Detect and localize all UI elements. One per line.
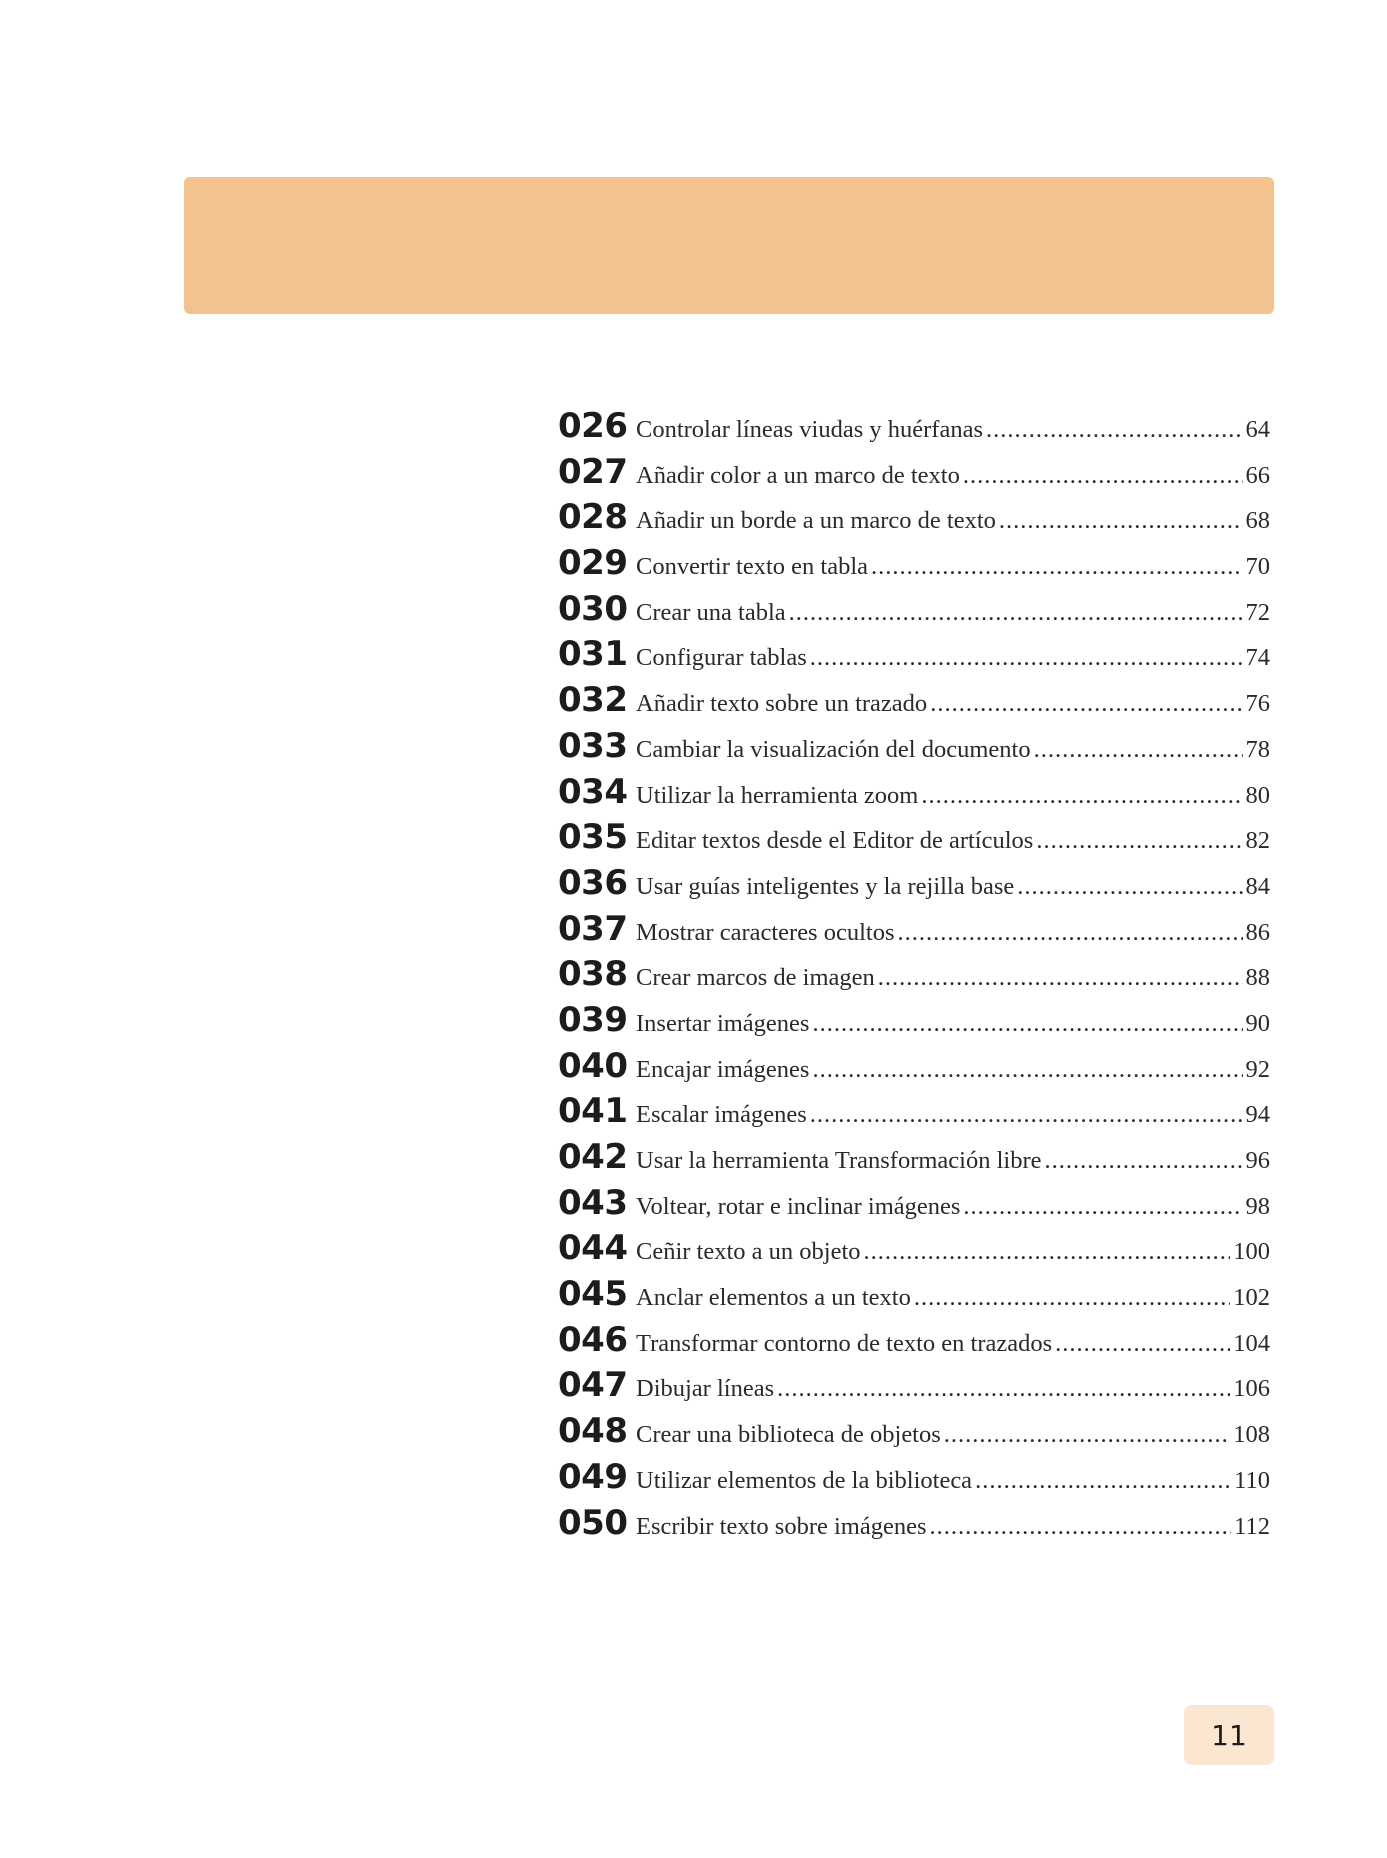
toc-entry-number: 030 xyxy=(558,588,628,629)
toc-dot-leader xyxy=(1044,1147,1242,1175)
toc-dot-leader xyxy=(944,1421,1230,1449)
page-number: 11 xyxy=(1211,1718,1247,1752)
toc-entry-page: 96 xyxy=(1245,1147,1270,1174)
toc-entry-number: 036 xyxy=(558,862,628,903)
toc-entry xyxy=(558,1137,1270,1183)
toc-entry-number: 026 xyxy=(558,406,628,446)
toc-dot-leader xyxy=(878,964,1243,992)
toc-entry-title: Añadir texto sobre un trazado xyxy=(636,690,928,718)
toc-entry-title: Crear una biblioteca de objetos xyxy=(636,1421,941,1449)
toc-entry xyxy=(558,452,1270,498)
page-number-box xyxy=(1184,1705,1274,1765)
toc-entry-number: 027 xyxy=(558,451,628,492)
toc-entry xyxy=(558,680,1270,726)
toc-entry-page: 74 xyxy=(1245,644,1270,672)
toc-entry-number: 033 xyxy=(558,725,628,766)
toc-entry xyxy=(558,909,1270,955)
toc-entry-page: 82 xyxy=(1245,827,1270,855)
toc-entry-number: 032 xyxy=(558,680,628,721)
toc-entry xyxy=(558,1000,1270,1046)
toc-dot-leader xyxy=(963,1193,1242,1221)
toc-entry-title: Escribir texto sobre imágenes xyxy=(636,1512,927,1540)
toc-entry xyxy=(558,1503,1270,1549)
toc-dot-leader xyxy=(812,1010,1242,1038)
toc-dot-leader xyxy=(810,644,1243,672)
toc-dot-leader xyxy=(975,1467,1231,1495)
toc-dot-leader xyxy=(921,782,1242,810)
toc-entry-number: 040 xyxy=(558,1045,628,1086)
toc-entry xyxy=(558,817,1270,863)
toc-entry-title: Voltear, rotar e inclinar imágenes xyxy=(636,1192,961,1220)
toc-entry-number: 028 xyxy=(558,497,628,538)
toc-entry xyxy=(558,1274,1270,1320)
toc-dot-leader xyxy=(789,599,1243,627)
toc-entry-page: 108 xyxy=(1233,1421,1270,1449)
toc-entry-page: 80 xyxy=(1245,781,1270,809)
toc-entry xyxy=(558,634,1270,680)
toc-entry-number: 031 xyxy=(558,634,628,675)
toc-entry-number: 039 xyxy=(558,999,628,1040)
toc-entry-number: 034 xyxy=(558,771,628,812)
toc-entry-title: Convertir texto en tabla xyxy=(636,553,868,581)
header-band xyxy=(184,177,1274,314)
toc-entry xyxy=(558,863,1270,909)
toc-dot-leader xyxy=(898,919,1243,947)
toc-dot-leader xyxy=(812,1056,1242,1084)
toc-entry xyxy=(558,1091,1270,1137)
toc-entry-number: 044 xyxy=(558,1228,628,1269)
toc-entry xyxy=(558,1411,1270,1457)
toc-entry-title: Utilizar la herramienta zoom xyxy=(636,781,919,809)
toc-dot-leader xyxy=(810,1101,1243,1129)
toc-entry-title: Añadir un borde a un marco de texto xyxy=(636,507,996,535)
toc-entry-page: 112 xyxy=(1234,1512,1270,1540)
toc-dot-leader xyxy=(999,507,1243,535)
toc-entry-number: 029 xyxy=(558,543,628,584)
toc-dot-leader xyxy=(1034,736,1243,764)
toc-dot-leader xyxy=(1017,873,1242,901)
toc-entry-title: Configurar tablas xyxy=(636,644,807,672)
toc-entry-page: 102 xyxy=(1233,1284,1270,1312)
toc-dot-leader xyxy=(1055,1330,1230,1358)
toc-entry xyxy=(558,406,1270,452)
toc-entry-number: 035 xyxy=(558,817,628,858)
toc-entry-page: 72 xyxy=(1245,598,1270,626)
toc-entry-page: 88 xyxy=(1245,964,1270,992)
toc-entry-title: Usar la herramienta Transformación libre xyxy=(636,1147,1042,1174)
toc-entry-title: Usar guías inteligentes y la rejilla base xyxy=(636,872,1015,900)
toc-entry-page: 78 xyxy=(1245,735,1270,763)
toc-entry-page: 90 xyxy=(1245,1009,1270,1037)
toc-dot-leader xyxy=(930,690,1242,718)
toc-entry-number: 038 xyxy=(558,954,628,995)
toc-dot-leader xyxy=(777,1375,1230,1403)
toc-entry-number: 045 xyxy=(558,1274,628,1315)
toc-entry-title: Escalar imágenes xyxy=(636,1101,807,1129)
toc-entry-page: 100 xyxy=(1233,1238,1270,1266)
toc-entry-title: Encajar imágenes xyxy=(636,1055,810,1083)
toc-dot-leader xyxy=(986,416,1243,444)
toc-entry-title: Insertar imágenes xyxy=(636,1009,810,1037)
toc-entry-page: 64 xyxy=(1245,416,1270,443)
toc-entry-number: 037 xyxy=(558,908,628,949)
toc-entry-title: Ceñir texto a un objeto xyxy=(636,1238,861,1266)
toc-entry-number: 046 xyxy=(558,1319,628,1360)
toc-dot-leader xyxy=(930,1513,1232,1541)
toc-entry-page: 98 xyxy=(1245,1192,1270,1220)
toc-entry-title: Mostrar caracteres ocultos xyxy=(636,918,895,946)
toc-entry xyxy=(558,497,1270,543)
table-of-contents xyxy=(558,406,1270,1548)
toc-entry-page: 70 xyxy=(1245,553,1270,581)
toc-entry-number: 041 xyxy=(558,1091,628,1132)
toc-entry-number: 050 xyxy=(558,1502,628,1543)
toc-dot-leader xyxy=(1036,827,1242,855)
toc-entry-page: 86 xyxy=(1245,918,1270,946)
toc-entry-number: 047 xyxy=(558,1365,628,1406)
toc-entry xyxy=(558,1046,1270,1092)
toc-entry-number: 049 xyxy=(558,1456,628,1497)
toc-entry-page: 104 xyxy=(1233,1329,1270,1357)
toc-entry xyxy=(558,726,1270,772)
toc-entry-title: Añadir color a un marco de texto xyxy=(636,461,960,489)
toc-entry-title: Crear marcos de imagen xyxy=(636,964,875,992)
toc-entry xyxy=(558,1183,1270,1229)
toc-entry-title: Anclar elementos a un texto xyxy=(636,1284,911,1312)
toc-entry-page: 68 xyxy=(1245,507,1270,535)
toc-entry xyxy=(558,589,1270,635)
toc-entry-title: Cambiar la visualización del documento xyxy=(636,735,1031,763)
toc-dot-leader xyxy=(963,462,1243,490)
toc-entry-title: Crear una tabla xyxy=(636,598,786,626)
toc-entry xyxy=(558,1228,1270,1274)
toc-entry xyxy=(558,1457,1270,1503)
toc-entry-page: 92 xyxy=(1245,1055,1270,1083)
toc-entry xyxy=(558,1320,1270,1366)
toc-entry-number: 048 xyxy=(558,1411,628,1452)
toc-entry xyxy=(558,543,1270,589)
toc-entry xyxy=(558,1365,1270,1411)
toc-entry-number: 043 xyxy=(558,1182,628,1223)
toc-entry-page: 110 xyxy=(1234,1466,1270,1494)
toc-dot-leader xyxy=(864,1238,1231,1266)
toc-entry-title: Utilizar elementos de la biblioteca xyxy=(636,1466,973,1494)
toc-entry-page: 94 xyxy=(1245,1101,1270,1129)
toc-entry-page: 76 xyxy=(1245,690,1270,718)
toc-entry-title: Editar textos desde el Editor de artículos xyxy=(636,827,1034,855)
toc-entry-page: 66 xyxy=(1245,461,1270,489)
toc-entry xyxy=(558,954,1270,1000)
toc-dot-leader xyxy=(871,553,1243,581)
toc-entry xyxy=(558,772,1270,818)
toc-entry-title: Controlar líneas viudas y huérfanas xyxy=(636,416,983,443)
toc-entry-page: 106 xyxy=(1233,1375,1270,1403)
toc-entry-title: Dibujar líneas xyxy=(636,1375,775,1403)
toc-entry-title: Transformar contorno de texto en trazados xyxy=(636,1329,1053,1357)
toc-entry-number: 042 xyxy=(558,1137,628,1177)
toc-entry-page: 84 xyxy=(1245,872,1270,900)
toc-dot-leader xyxy=(914,1284,1230,1312)
